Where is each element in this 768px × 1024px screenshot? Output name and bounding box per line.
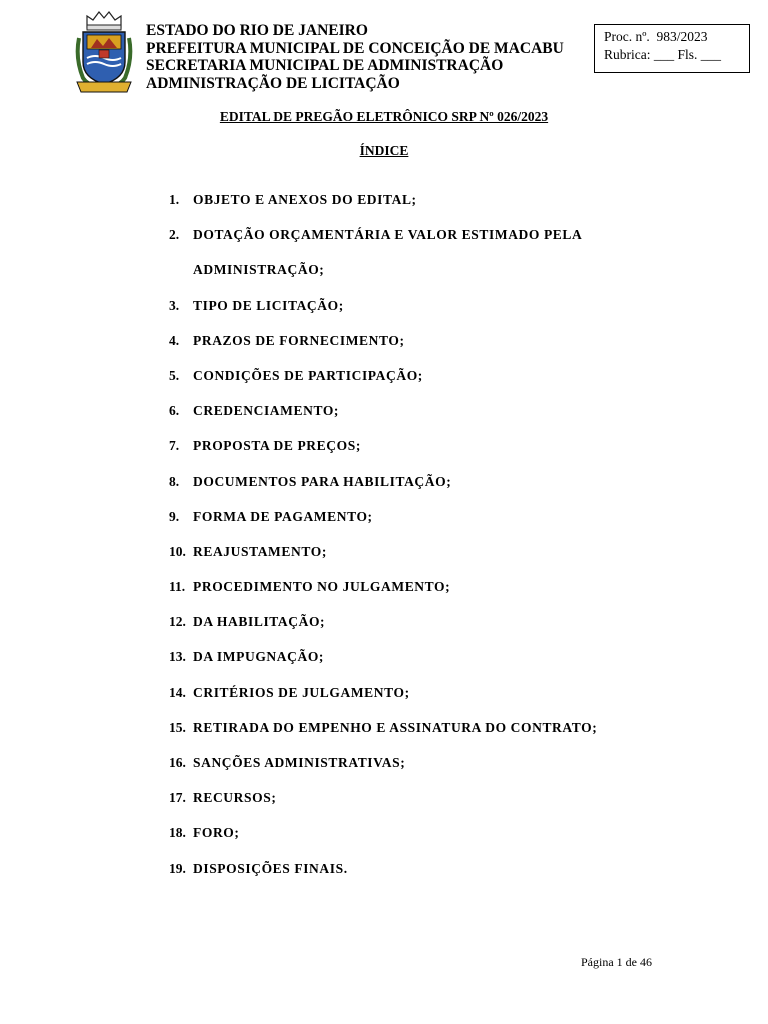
toc-item-text: FORMA DE PAGAMENTO; xyxy=(193,508,373,524)
header-line-department: ADMINISTRAÇÃO DE LICITAÇÃO xyxy=(146,74,400,92)
toc-item-text: DA IMPUGNAÇÃO; xyxy=(193,649,325,665)
toc-item-text: DOCUMENTOS PARA HABILITAÇÃO; xyxy=(193,473,452,489)
header-line-prefecture: PREFEITURA MUNICIPAL DE CONCEIÇÃO DE MACABU xyxy=(146,39,564,57)
toc-item-text: RECURSOS; xyxy=(193,790,277,806)
toc-item-number: 16. xyxy=(169,755,186,770)
rubrica-line: Rubrica: ___ Fls. ___ xyxy=(604,47,721,62)
toc-item-number: 17. xyxy=(169,790,186,806)
toc-item xyxy=(169,544,597,579)
process-number: Proc. nº. 983/2023 xyxy=(604,29,708,44)
toc-item-text: REAJUSTAMENTO; xyxy=(193,543,327,559)
toc-item xyxy=(169,720,597,755)
toc-item xyxy=(169,509,597,544)
toc-item-number: 2. xyxy=(169,227,180,243)
toc-item xyxy=(169,474,597,509)
toc-item-number: 13. xyxy=(169,649,186,665)
toc-item-text: DA HABILITAÇÃO; xyxy=(193,614,326,630)
toc-item-text: PRAZOS DE FORNECIMENTO; xyxy=(193,332,405,348)
toc-item-text: RETIRADA DO EMPENHO E ASSINATURA DO CONTRATO; xyxy=(193,719,598,735)
toc-item xyxy=(169,368,597,403)
toc-item-number: 15. xyxy=(169,719,186,735)
toc-item-text: OBJETO E ANEXOS DO EDITAL; xyxy=(193,192,417,207)
header-line-state: ESTADO DO RIO DE JANEIRO xyxy=(146,22,368,39)
institution-header xyxy=(146,22,564,92)
toc-item-text: DOTAÇÃO ORÇAMENTÁRIA E VALOR ESTIMADO PELA xyxy=(193,227,583,243)
toc-item xyxy=(169,262,597,297)
toc-item-text: CRITÉRIOS DE JULGAMENTO; xyxy=(193,684,410,700)
index-heading: ÍNDICE xyxy=(359,143,409,158)
toc-item-text: ADMINISTRAÇÃO; xyxy=(193,262,325,278)
toc-item-text: CONDIÇÕES DE PARTICIPAÇÃO; xyxy=(193,367,423,383)
toc-item xyxy=(169,825,597,860)
toc-item-number: 18. xyxy=(169,825,186,841)
toc-item-number: 4. xyxy=(169,332,180,348)
toc-item-text: CREDENCIAMENTO; xyxy=(193,403,340,419)
toc-item xyxy=(169,861,597,896)
toc-item-text: FORO; xyxy=(193,825,240,841)
toc-item xyxy=(169,333,597,368)
toc-item xyxy=(169,298,597,333)
toc-item-text: TIPO DE LICITAÇÃO; xyxy=(193,297,344,313)
document-title: EDITAL DE PREGÃO ELETRÔNICO SRP Nº 026/2023 xyxy=(219,109,549,124)
toc-item xyxy=(169,685,597,720)
table-of-contents xyxy=(169,192,597,896)
toc-item-number: 6. xyxy=(169,403,180,419)
toc-item-number: 9. xyxy=(169,508,180,524)
toc-item xyxy=(169,192,597,227)
toc-item-number: 5. xyxy=(169,367,180,383)
process-number-box xyxy=(594,24,750,73)
toc-item-number: 14. xyxy=(169,684,186,700)
toc-item-text: SANÇÕES ADMINISTRATIVAS; xyxy=(193,755,406,770)
toc-item xyxy=(169,790,597,825)
toc-item-text: DISPOSIÇÕES FINAIS. xyxy=(193,860,348,876)
toc-item-text: PROCEDIMENTO NO JULGAMENTO; xyxy=(193,579,451,595)
toc-item xyxy=(169,403,597,438)
toc-item-number: 19. xyxy=(169,860,186,876)
toc-item-number: 11. xyxy=(169,579,186,595)
municipal-coat-of-arms-icon xyxy=(73,8,135,94)
toc-item xyxy=(169,438,597,473)
toc-item-number: 1. xyxy=(169,192,180,207)
toc-item xyxy=(169,614,597,649)
toc-item-text: PROPOSTA DE PREÇOS; xyxy=(193,438,361,454)
toc-item xyxy=(169,649,597,684)
toc-item-number: 3. xyxy=(169,297,180,313)
page-number: Página 1 de 46 xyxy=(581,955,652,969)
toc-item-number: 8. xyxy=(169,473,180,489)
toc-item-number: 10. xyxy=(169,543,186,559)
header-line-secretariat: SECRETARIA MUNICIPAL DE ADMINISTRAÇÃO xyxy=(146,57,504,74)
toc-item xyxy=(169,227,597,262)
toc-item-number: 12. xyxy=(169,614,186,630)
toc-item xyxy=(169,755,597,790)
toc-item xyxy=(169,579,597,614)
toc-item-number: 7. xyxy=(169,438,180,454)
